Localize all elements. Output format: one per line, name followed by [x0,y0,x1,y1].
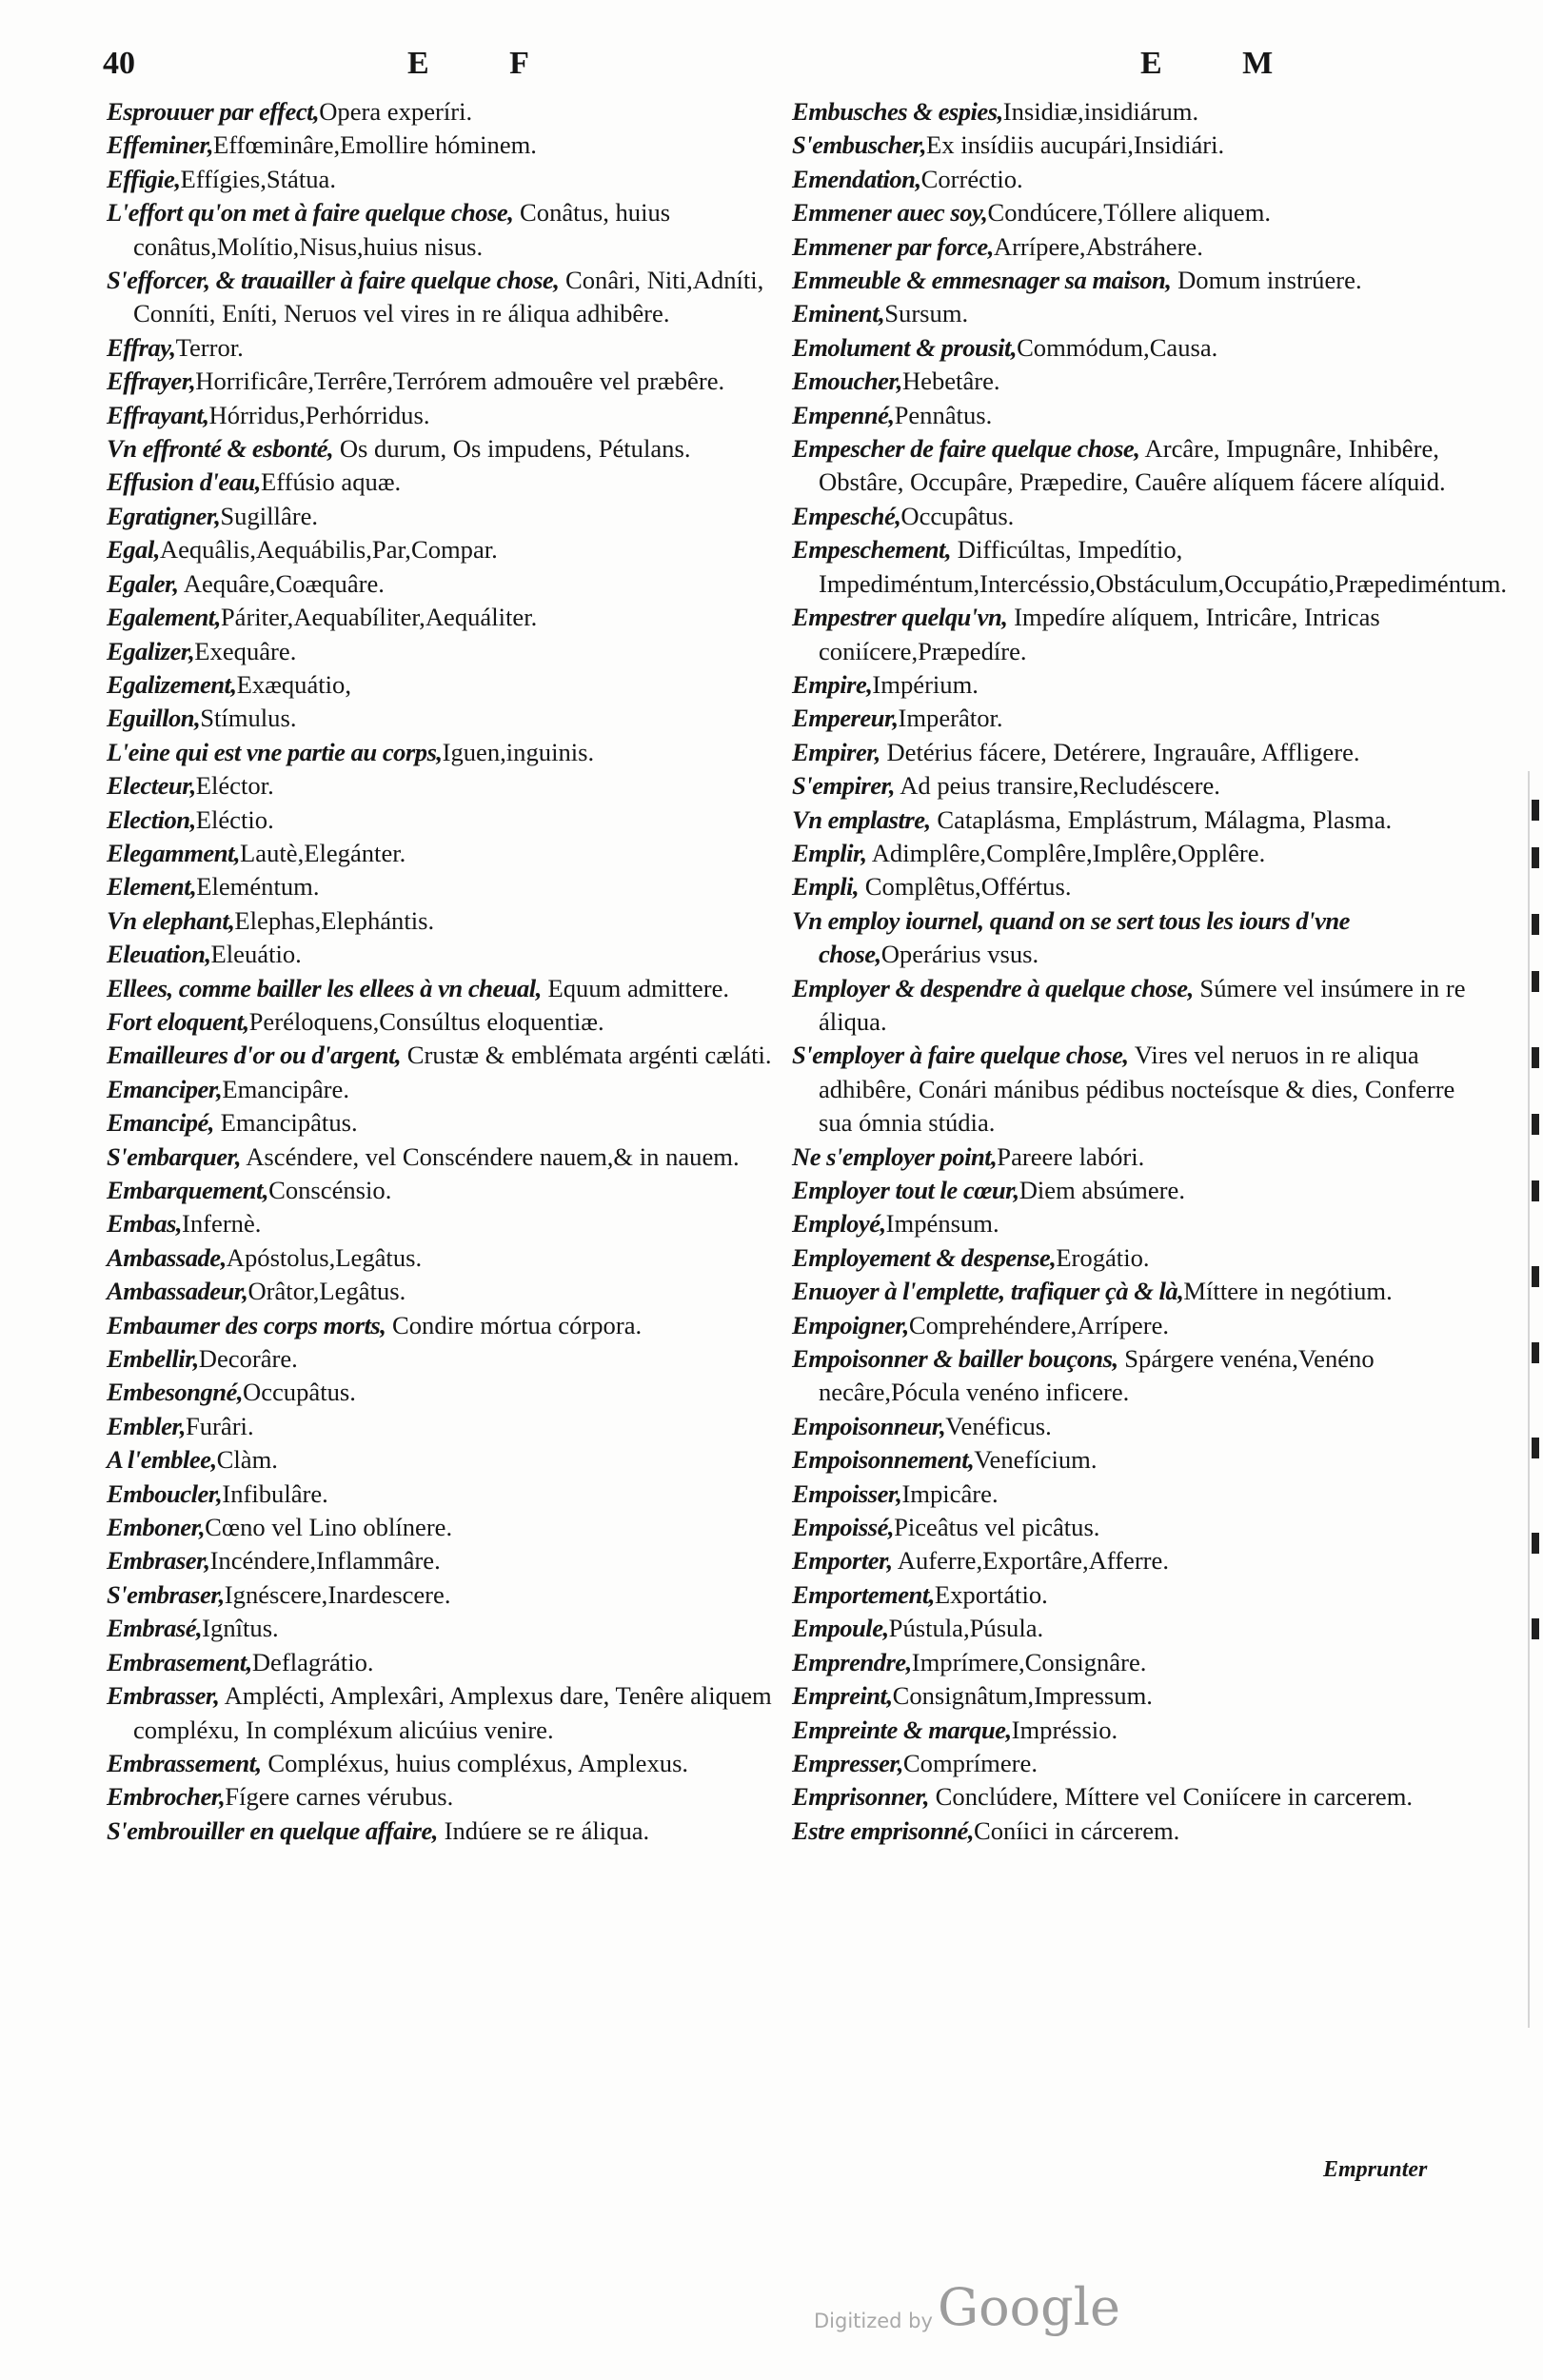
dictionary-entry [107,1140,782,1174]
entry-translation: Lautè,Elegánter. [240,838,406,867]
entry-translation: Ignîtus. [202,1614,279,1643]
entry-headword: Empli, [792,872,860,902]
entry-translation: Indúere se re áliqua. [437,1815,650,1845]
entry-headword: Empereur, [792,704,899,733]
entry-headword: Embrasement, [107,1647,252,1676]
entry-translation: Amplécti, Amplexâri, Amplexus dare, Tenêre aliquem compléxu, In compléxum alicúius venire. [133,1681,772,1744]
dictionary-entry [107,1511,782,1544]
entry-translation: Deflagrátio. [251,1647,374,1676]
dictionary-entry [107,635,782,668]
entry-translation: Operárius vsus. [880,940,1039,969]
dictionary-entry [792,196,1477,229]
entry-translation: Eleméntum. [196,872,320,902]
entry-headword: Eminent, [792,299,885,328]
entry-headword: Emanciper, [107,1074,223,1103]
dictionary-entry [107,1747,782,1780]
entry-headword: Emboner, [107,1513,206,1542]
entry-headword: Embellir, [107,1344,199,1374]
entry-translation: Corréctio. [920,164,1023,193]
dictionary-entry [107,904,782,938]
entry-translation: Occupâtus. [243,1378,356,1407]
dictionary-entry [107,1275,782,1308]
entry-headword: Emailleures d'or ou d'argent, [107,1041,402,1070]
entry-translation: Hórridus,Perhórridus. [208,400,430,429]
entry-headword: Emprendre, [792,1647,912,1676]
entry-headword: Emporter, [792,1546,893,1576]
entry-headword: Egratigner, [107,501,221,530]
entry-translation: Incéndere,Inflammâre. [209,1546,441,1576]
dictionary-entry [107,1207,782,1240]
dictionary-entry [107,1478,782,1511]
dictionary-entry [107,870,782,903]
dictionary-entry [107,1309,782,1342]
entry-headword: Empirer, [792,737,880,766]
entry-headword: Emendation, [792,164,921,193]
entry-translation: Eleuátio. [210,940,302,969]
entry-translation: Terror. [175,332,244,362]
entry-headword: Ellees, comme bailler les ellees à vn cheual, [107,973,542,1002]
entry-translation: Conâri, Niti,Adníti, Conníti, Eníti, Neruos vel vires in re áliqua adhibêre. [133,266,764,328]
entry-headword: S'embuscher, [792,130,927,160]
entry-headword: Embrocher, [107,1782,226,1812]
entry-translation: Exportátio. [934,1579,1048,1609]
entry-headword: Effray, [107,332,176,362]
entry-translation: Eléctor. [195,771,274,801]
entry-headword: Effusion d'eau, [107,467,261,497]
dictionary-entry [792,736,1477,769]
entry-headword: Vn effronté & esbonté, [107,434,334,464]
dictionary-entry [107,803,782,837]
left-column-letters: E F [407,46,565,81]
entry-headword: Empenné, [792,400,895,429]
dictionary-entry [792,702,1477,735]
entry-headword: Vn employ iournel, quand on se sert tous les iours d'vne chose, [792,905,1350,969]
dictionary-entry [107,264,782,331]
entry-translation: Pústula,Púsula. [888,1614,1044,1643]
entry-translation: Impénsum. [885,1209,999,1239]
entry-headword: L'effort qu'on met à faire quelque chose, [107,198,514,228]
entry-headword: Embler, [107,1411,186,1440]
entry-translation: Apóstolus,Legâtus. [226,1242,423,1272]
entry-translation: Imperâtor. [898,704,1003,733]
entry-headword: Embas, [107,1209,183,1239]
entry-headword: Esprouuer par effect, [107,97,320,126]
dictionary-entry [107,1073,782,1106]
dictionary-entry [792,1578,1477,1612]
entry-translation: Imprímere,Consignâre. [911,1647,1147,1676]
entry-headword: Egaler, [107,568,179,598]
dictionary-entry [107,837,782,870]
entry-headword: Empeschement, [792,535,952,565]
dictionary-entry [107,331,782,365]
dictionary-entry [107,567,782,601]
entry-translation: Conscénsio. [268,1176,392,1204]
entry-translation: Effœminâre,Emollire hóminem. [212,130,537,160]
dictionary-entry [107,601,782,634]
dictionary-entry [792,533,1508,601]
dictionary-entry [107,533,782,566]
entry-headword: Emboucler, [107,1478,223,1508]
entry-headword: Empreint, [792,1681,893,1711]
entry-translation: Impedíre alíquem, Intricâre, Intricas coniícere,Præpedíre. [819,603,1380,665]
entry-translation: Elephas,Elephántis. [234,905,435,935]
entry-translation: Sugillâre. [220,501,319,530]
dictionary-entry [792,803,1477,837]
dictionary-entry [792,1241,1477,1275]
entry-translation: Fígere carnes vérubus. [225,1782,454,1812]
entry-translation: Opera experíri. [319,97,473,126]
entry-translation: Clàm. [216,1445,278,1475]
dictionary-entry [792,1039,1477,1140]
entry-headword: Emolument & prousit, [792,332,1018,362]
entry-translation: Venéficus. [945,1411,1052,1440]
dictionary-entry [107,972,782,1005]
entry-headword: Empoisonneur, [792,1411,946,1440]
dictionary-entry [792,1309,1477,1342]
entry-headword: Empescher de faire quelque chose, [792,434,1140,464]
entry-headword: Egalizer, [107,636,195,665]
dictionary-entry [107,365,782,398]
dictionary-entry [107,1039,782,1072]
dictionary-entry [107,736,782,769]
entry-translation: Cœno vel Lino oblínere. [205,1513,453,1542]
dictionary-entry [107,1241,782,1275]
entry-translation: Consignâtum,Impressum. [892,1681,1153,1711]
dictionary-entry [792,601,1477,668]
entry-headword: Embrassement, [107,1748,262,1777]
dictionary-entry [792,668,1477,702]
dictionary-entry [107,163,782,196]
entry-headword: Estre emprisonné, [792,1815,974,1845]
entry-headword: Employer tout le cœur, [792,1176,1019,1204]
dictionary-entry [107,1544,782,1577]
dictionary-entry [107,95,782,129]
dictionary-entry [107,500,782,533]
entry-translation: Decorâre. [198,1344,298,1374]
entry-headword: S'embrouiller en quelque affaire, [107,1815,438,1845]
entry-translation: Ascéndere, vel Conscéndere nauem,& in nauem. [241,1141,740,1171]
entry-translation: Occupâtus. [900,501,1015,530]
entry-translation: Difficúltas, Impedítio, Impediméntum,Intercéssio,Obstáculum,Occupátio,Præpediméntum. [819,535,1508,598]
entry-translation: Orâtor,Legâtus. [247,1277,406,1306]
dictionary-entry [107,668,782,702]
dictionary-entry [107,1815,782,1848]
entry-translation: Stímulus. [200,704,297,733]
google-logo: Google [938,2277,1120,2337]
right-column-letters: E M [1140,46,1310,81]
dictionary-entry [792,1714,1477,1747]
dictionary-entry [107,769,782,803]
entry-headword: Emmener auec soy, [792,198,988,228]
entry-headword: Ambassade, [107,1242,227,1272]
entry-headword: Eguillon, [107,704,201,733]
dictionary-entry [792,837,1477,870]
dictionary-entry [107,1443,782,1477]
entry-headword: Emancipé, [107,1108,214,1138]
entry-headword: Emmeuble & emmesnager sa maison, [792,266,1172,295]
entry-translation: Os durum, Os impudens, Pétulans. [333,434,691,464]
entry-headword: S'empirer, [792,771,896,801]
dictionary-entry [107,1612,782,1645]
dictionary-entry [792,500,1477,533]
entry-translation: Detérius fácere, Detérere, Ingrauâre, Affligere. [880,737,1360,766]
entry-translation: Exæquátio, [236,669,351,699]
entry-translation: Sursum. [884,299,969,328]
entry-headword: Empoissé, [792,1513,895,1542]
entry-translation: Peréloquens,Consúltus eloquentiæ. [248,1006,604,1036]
entry-translation: Cataplásma, Emplástrum, Málagma, Plasma. [930,804,1393,834]
entry-headword: A l'emblee, [107,1445,217,1475]
entry-translation: Furâri. [185,1411,254,1440]
entry-headword: Embraser, [107,1546,210,1576]
entry-headword: S'embarquer, [107,1141,242,1171]
entry-translation: Commódum,Causa. [1017,332,1218,362]
entry-translation: Emancipâre. [222,1074,349,1103]
dictionary-entry [792,1679,1477,1713]
entry-headword: Embaumer des corps morts, [107,1310,386,1339]
dictionary-entry [792,1342,1477,1410]
entry-translation: Súmere vel insúmere in re áliqua. [819,973,1466,1036]
dictionary-entry [107,1679,782,1747]
dictionary-entry [792,1174,1477,1207]
entry-headword: Egalement, [107,603,221,632]
entry-translation: Complêtus,Offértus. [859,872,1072,902]
entry-headword: Enuoyer à l'emplette, trafiquer çà & là, [792,1277,1184,1306]
left-column [107,95,782,1848]
entry-headword: Emoucher, [792,367,902,396]
dictionary-entry [107,702,782,735]
entry-headword: Effrayer, [107,367,196,396]
entry-headword: Effigie, [107,164,181,193]
entry-headword: Vn emplastre, [792,804,931,834]
entry-headword: Employé, [792,1209,886,1239]
dictionary-entry [792,1747,1477,1780]
entry-translation: Páriter,Aequabíliter,Aequáliter. [220,603,538,632]
entry-headword: Empreinte & marque, [792,1715,1012,1744]
dictionary-entry [792,1511,1477,1544]
dictionary-entry [792,1410,1477,1443]
entry-translation: Infernè. [182,1209,262,1239]
entry-translation: Impréssio. [1011,1715,1118,1744]
running-header [103,46,1493,84]
entry-translation: Conâtus, huius conâtus,Molítio,Nisus,huius nisus. [133,198,671,261]
entry-headword: Empresser, [792,1748,903,1777]
dictionary-entry [107,1005,782,1039]
entry-headword: Election, [107,804,196,834]
entry-headword: Egal, [107,535,160,565]
dictionary-entry [792,1780,1477,1814]
dictionary-entry [792,1478,1477,1511]
entry-headword: Embrasser, [107,1681,220,1711]
dictionary-entry [792,297,1477,330]
dictionary-entry [792,399,1477,432]
entry-translation: Míttere in negótium. [1183,1277,1393,1306]
dictionary-entry [792,1815,1477,1848]
entry-translation: Arcâre, Impugnâre, Inhibêre, Obstâre, Occupâre, Præpedire, Cauêre alíquem fácere alíquid. [819,434,1446,497]
dictionary-entry [107,1780,782,1814]
dictionary-entry [107,432,782,466]
entry-translation: Conclúdere, Míttere vel Coniícere in carcerem. [929,1782,1414,1812]
dictionary-entry [792,1140,1477,1174]
dictionary-entry [107,196,782,264]
entry-translation: Compléxus, huius compléxus, Amplexus. [261,1748,689,1777]
entry-translation: Infibulâre. [222,1478,328,1508]
entry-headword: Embarquement, [107,1176,269,1204]
dictionary-entry [107,1578,782,1612]
entry-translation: Venefícium. [974,1445,1098,1475]
entry-headword: Electeur, [107,771,196,801]
entry-translation: Pareere labóri. [997,1141,1145,1171]
entry-headword: Fort eloquent, [107,1006,249,1036]
dictionary-entry [107,1646,782,1679]
dictionary-entry [792,432,1477,500]
entry-headword: Embesongné, [107,1378,243,1407]
entry-headword: Elegamment, [107,838,241,867]
entry-translation: Iguen,inguinis. [442,737,595,766]
entry-translation: Diem absúmere. [1019,1176,1185,1204]
entry-translation: Equum admittere. [541,973,730,1002]
entry-headword: Employer & despendre à quelque chose, [792,973,1194,1002]
dictionary-entry [107,1342,782,1376]
entry-headword: Embusches & espies, [792,97,1003,126]
entry-translation: Erogátio. [1056,1242,1150,1272]
dictionary-entry [107,1376,782,1409]
entry-translation: Condire mórtua córpora. [386,1310,643,1339]
entry-translation: Adimplêre,Complêre,Implêre,Opplêre. [866,838,1266,867]
entry-translation: Ad peius transire,Recludéscere. [895,771,1220,801]
page-number: 40 [103,46,135,81]
right-column [792,95,1508,1848]
entry-headword: S'efforcer, & trauailler à faire quelque chose, [107,266,560,295]
entry-translation: Effúsio aquæ. [260,467,402,497]
dictionary-entry [792,1646,1477,1679]
entry-headword: Empoule, [792,1614,889,1643]
entry-translation: Effígies,Státua. [180,164,336,193]
entry-translation: Spárgere venéna,Venéno necâre,Pócula venéno inficere. [819,1344,1375,1407]
dictionary-entry [792,1275,1477,1308]
dictionary-entry [792,972,1477,1040]
dictionary-entry [107,1174,782,1207]
entry-translation: Crustæ & emblémata argénti cæláti. [401,1041,772,1070]
entry-translation: Hebetâre. [901,367,1000,396]
entry-translation: Aequâre,Coæquâre. [178,568,385,598]
dictionary-entry [792,331,1477,365]
entry-translation: Comprehéndere,Arrípere. [908,1310,1170,1339]
dictionary-entry [792,264,1477,297]
dictionary-entry [792,230,1477,264]
entry-translation: Vires vel neruos in re aliqua adhibêre, Conári mánibus pédibus nocteísque & dies, Conferre sua ómnia stúdia. [819,1041,1455,1138]
entry-headword: Effrayant, [107,400,209,429]
facing-page-edge [1528,771,1543,2028]
entry-translation: Horrificâre,Terrêre,Terrórem admouêre vel præbêre. [195,367,725,396]
entry-headword: Egalizement, [107,669,237,699]
entry-translation: Pennâtus. [894,400,993,429]
catchword: Emprunter [1323,2157,1428,2182]
dictionary-entry [107,129,782,162]
entry-headword: Emplir, [792,838,867,867]
dictionary-entry [792,870,1477,903]
dictionary-entry [792,1207,1477,1240]
entry-headword: Empire, [792,669,873,699]
dictionary-entry [792,163,1477,196]
entry-headword: Empesché, [792,501,901,530]
dictionary-entry [107,1410,782,1443]
entry-translation: Insidiæ,insidiárum. [1002,97,1199,126]
entry-translation: Emancipâtus. [213,1108,358,1138]
dictionary-entry [107,399,782,432]
entry-headword: Vn elephant, [107,905,235,935]
dictionary-entry [792,904,1477,972]
entry-headword: Emportement, [792,1579,935,1609]
entry-headword: Emmener par force, [792,231,994,261]
dictionary-entry [792,1544,1477,1577]
entry-headword: S'embraser, [107,1579,225,1609]
entry-headword: Eleuation, [107,940,211,969]
entry-translation: Impicâre. [901,1478,999,1508]
entry-translation: Arrípere,Abstráhere. [993,231,1203,261]
dictionary-entry [792,769,1477,803]
entry-headword: Emprisonner, [792,1782,930,1812]
entry-headword: Empoisser, [792,1478,902,1508]
entry-headword: S'employer à faire quelque chose, [792,1041,1129,1070]
entry-headword: Element, [107,872,197,902]
entry-translation: Piceâtus vel picâtus. [894,1513,1100,1542]
entry-translation: Eléctio. [195,804,274,834]
dictionary-entry [107,1106,782,1140]
dictionary-entry [792,129,1477,162]
entry-headword: Employement & despense, [792,1242,1057,1272]
entry-headword: Embrasé, [107,1614,203,1643]
entry-translation: Auferre,Exportâre,Afferre. [892,1546,1169,1576]
digitized-by-label: Digitized by [814,2310,933,2332]
entry-translation: Condúcere,Tóllere aliquem. [987,198,1272,228]
entry-translation: Exequâre. [194,636,297,665]
dictionary-entry [792,95,1477,129]
entry-translation: Aequâlis,Aequábilis,Par,Compar. [159,535,498,565]
entry-headword: Ne s'employer point, [792,1141,998,1171]
entry-translation: Impérium. [872,669,979,699]
entry-translation: Ignéscere,Inardescere. [224,1579,451,1609]
dictionary-entry [107,938,782,971]
entry-translation: Ex insídiis aucupári,Insidiári. [926,130,1225,160]
entry-translation: Domum instrúere. [1171,266,1362,295]
entry-headword: L'eine qui est vne partie au corps, [107,737,443,766]
entry-headword: Ambassadeur, [107,1277,248,1306]
entry-headword: Effeminer, [107,130,213,160]
entry-headword: Empoisonner & bailler bouçons, [792,1344,1118,1374]
entry-translation: Coníici in cárcerem. [973,1815,1180,1845]
dictionary-entry [792,365,1477,398]
entry-headword: Empoigner, [792,1310,909,1339]
dictionary-entry [792,1612,1477,1645]
entry-headword: Empestrer quelqu'vn, [792,603,1008,632]
entry-translation: Comprímere. [902,1748,1038,1777]
dictionary-entry [107,466,782,499]
entry-headword: Empoisonnement, [792,1445,975,1475]
dictionary-entry [792,1443,1477,1477]
